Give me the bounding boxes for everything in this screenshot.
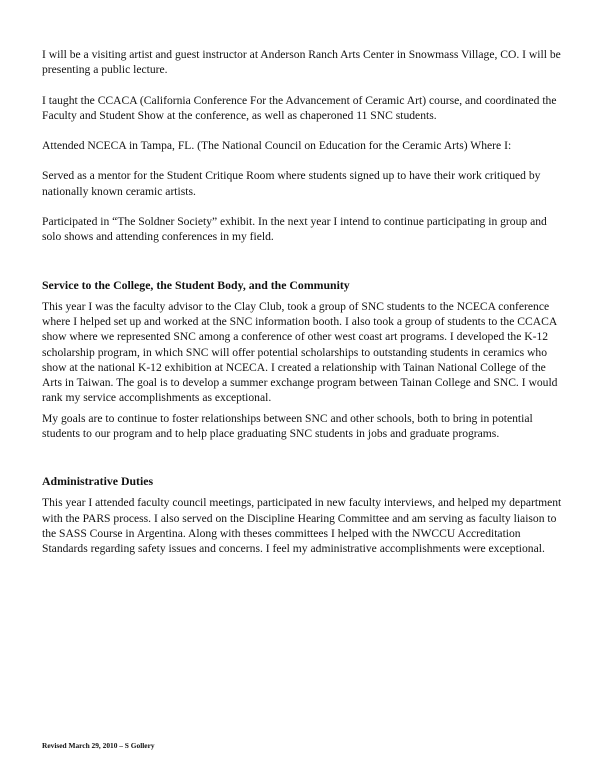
paragraph-service: This year I was the faculty advisor to the Clay Club, took a group of SNC students to the NCECA conference where I helped set up and worked at the SNC information booth. I also took a group of students to the CCACA show where we represented SNC among a conference of other west coast art programs. I developed the K-12 scholarship program, in which SNC will offer potential scholarships to outstanding students in ceramics who show at the national K-12 exhibition at NCECA. I created a relationship with Tainan National College of the Arts in Taiwan. The goal is to develop a summer exchange program between Tainan College and SNC. I would rank my service accomplishments as exceptional. xyxy=(42,299,558,405)
admin-heading: Administrative Duties xyxy=(42,474,154,489)
paragraph-goals: My goals are to continue to foster relationships between SNC and other schools, both to bring in potential students to our program and to help place graduating SNC students in jobs and graduate programs. xyxy=(42,411,533,441)
revision-footer: Revised March 29, 2010 – S Gollery xyxy=(42,741,155,750)
service-heading: Service to the College, the Student Body, and the Community xyxy=(42,277,350,292)
paragraph-ccaca: I taught the CCACA (California Conference For the Advancement of Ceramic Art) course, and coordinated the Faculty and Student Show at the conference, as well as chaperoned 11 SNC students. xyxy=(42,93,557,122)
paragraph-visiting-artist: I will be a visiting artist and guest instructor at Anderson Ranch Arts Center in Snowmass Village, CO. I will be presenting a public lecture. xyxy=(42,48,561,77)
document-body xyxy=(42,47,562,557)
paragraph-mentor: Served as a mentor for the Student Critique Room where students signed up to have their work critiqued by nationally known ceramic artists. xyxy=(42,169,541,198)
paragraph-nceca: Attended NCECA in Tampa, FL. (The National Council on Education for the Ceramic Arts) Where I: xyxy=(42,139,512,153)
paragraph-soldner: Participated in “The Soldner Society” exhibit. In the next year I intend to continue participating in group and solo shows and attending conferences in my field. xyxy=(42,215,547,244)
paragraph-admin: This year I attended faculty council meetings, participated in new faculty interviews, and helped my department with the PARS process. I also served on the Discipline Hearing Committee and am serving as faculty liaison to the SASS Course in Argentina. Along with theses committees I helped with the NWCCU Accreditation Standards regarding safety issues and concerns. I feel my administrative accomplishments were exceptional. xyxy=(42,496,562,556)
